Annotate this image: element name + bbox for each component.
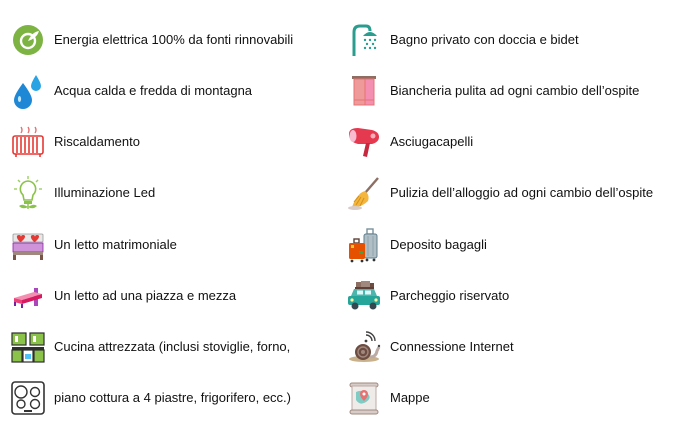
car-icon — [346, 278, 382, 314]
amenity-heating — [10, 122, 140, 162]
amenity-internet — [346, 327, 514, 367]
amenity-renewable-energy — [10, 20, 293, 60]
amenity-label: piano cottura a 4 piastre, frigorifero, ecc.) — [54, 390, 292, 405]
amenity-cooktop — [10, 378, 291, 418]
amenity-label: Pulizia dell’alloggio ad ogni cambio dell’ospite — [390, 185, 654, 200]
snail-wifi-icon — [346, 329, 382, 365]
amenity-led-lighting — [10, 173, 155, 213]
amenity-clean-linen — [346, 71, 639, 111]
amenity-label: Deposito bagagli — [390, 237, 487, 252]
cooktop-icon — [10, 380, 46, 416]
double-bed-icon — [10, 227, 46, 263]
led-bulb-icon — [10, 175, 46, 211]
hair-dryer-icon — [346, 124, 382, 160]
amenity-single-bed — [10, 276, 236, 316]
amenity-double-bed — [10, 225, 177, 265]
luggage-icon — [346, 227, 382, 263]
kitchen-icon — [10, 329, 46, 365]
amenity-label: Riscaldamento — [54, 134, 140, 149]
amenity-label: Cucina attrezzata (inclusi stoviglie, forno, — [54, 339, 291, 354]
amenity-label: Asciugacapelli — [390, 134, 474, 149]
amenity-label: Parcheggio riservato — [390, 288, 510, 303]
amenity-label: Connessione Internet — [390, 339, 514, 354]
map-scroll-icon — [346, 380, 382, 416]
amenity-equipped-kitchen — [10, 327, 290, 367]
towel-icon — [346, 73, 382, 109]
single-bed-icon — [10, 278, 46, 314]
amenity-label: Un letto ad una piazza e mezza — [54, 288, 237, 303]
amenity-label: Mappe — [390, 390, 430, 405]
amenity-private-bathroom — [346, 20, 579, 60]
broom-icon — [346, 175, 382, 211]
amenity-label: Biancheria pulita ad ogni cambio dell’ospite — [390, 83, 640, 98]
radiator-icon — [10, 124, 46, 160]
amenity-label: Acqua calda e fredda di montagna — [54, 83, 253, 98]
amenity-cleaning — [346, 173, 653, 213]
amenity-label: Un letto matrimoniale — [54, 237, 177, 252]
amenity-reserved-parking — [346, 276, 509, 316]
amenity-label: Bagno privato con doccia e bidet — [390, 32, 579, 47]
amenity-label: Illuminazione Led — [54, 185, 156, 200]
amenity-luggage-storage — [346, 225, 487, 265]
water-drops-icon — [10, 73, 46, 109]
green-energy-icon — [10, 22, 46, 58]
amenity-mountain-water — [10, 71, 252, 111]
shower-icon — [346, 22, 382, 58]
amenity-label: Energia elettrica 100% da fonti rinnovabili — [54, 32, 294, 47]
amenity-hair-dryer — [346, 122, 473, 162]
amenity-maps — [346, 378, 430, 418]
